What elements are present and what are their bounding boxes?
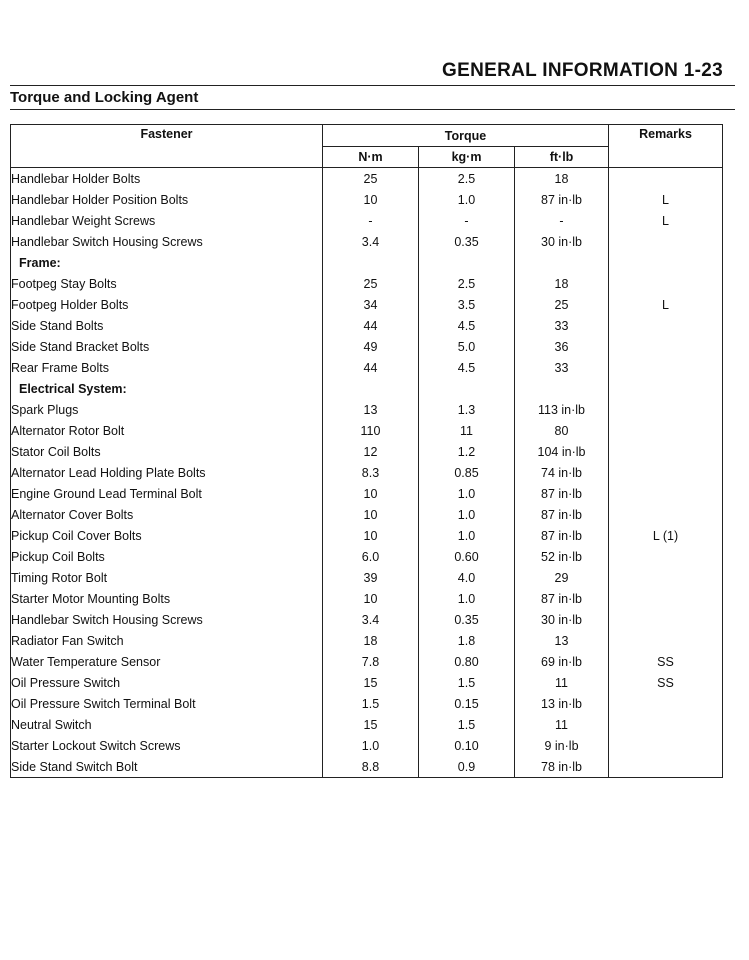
table-row <box>11 630 723 651</box>
table-row <box>11 189 723 210</box>
nm-cell: 44 <box>323 315 419 336</box>
fastener-cell: Radiator Fan Switch <box>11 630 323 651</box>
fastener-cell: Handlebar Holder Position Bolts <box>11 189 323 210</box>
nm-cell: 15 <box>323 672 419 693</box>
ftlb-cell: 18 <box>515 273 609 294</box>
nm-cell: 10 <box>323 189 419 210</box>
kgm-cell: 1.5 <box>419 672 515 693</box>
ftlb-cell: 87 in·lb <box>515 189 609 210</box>
table-row <box>11 756 723 778</box>
remarks-cell <box>609 756 723 778</box>
kgm-cell: 0.35 <box>419 609 515 630</box>
ftlb-cell: 11 <box>515 672 609 693</box>
fastener-cell: Footpeg Stay Bolts <box>11 273 323 294</box>
table-row <box>11 525 723 546</box>
ftlb-cell: 78 in·lb <box>515 756 609 778</box>
ftlb-cell: 74 in·lb <box>515 462 609 483</box>
header-fastener: Fastener <box>11 125 323 168</box>
header-ftlb: ft·lb <box>515 147 609 168</box>
fastener-cell: Side Stand Switch Bolt <box>11 756 323 778</box>
nm-cell: 7.8 <box>323 651 419 672</box>
nm-cell: 110 <box>323 420 419 441</box>
fastener-cell: Alternator Rotor Bolt <box>11 420 323 441</box>
page-header: GENERAL INFORMATION 1-23 <box>442 60 723 81</box>
ftlb-cell: 25 <box>515 294 609 315</box>
table-row <box>11 672 723 693</box>
nm-cell: 34 <box>323 294 419 315</box>
remarks-cell <box>609 483 723 504</box>
table-row <box>11 504 723 525</box>
remarks-cell <box>609 546 723 567</box>
kgm-cell: 1.0 <box>419 483 515 504</box>
remarks-cell <box>609 336 723 357</box>
nm-cell: 8.3 <box>323 462 419 483</box>
fastener-cell: Starter Lockout Switch Screws <box>11 735 323 756</box>
fastener-cell: Timing Rotor Bolt <box>11 567 323 588</box>
kgm-cell: 11 <box>419 420 515 441</box>
torque-table <box>10 124 723 778</box>
nm-cell: 1.0 <box>323 735 419 756</box>
fastener-cell: Side Stand Bracket Bolts <box>11 336 323 357</box>
ftlb-cell: 30 in·lb <box>515 231 609 252</box>
fastener-cell: Pickup Coil Bolts <box>11 546 323 567</box>
ftlb-cell: - <box>515 210 609 231</box>
remarks-cell: L <box>609 294 723 315</box>
kgm-cell: 1.5 <box>419 714 515 735</box>
ftlb-cell: 69 in·lb <box>515 651 609 672</box>
remarks-cell <box>609 714 723 735</box>
remarks-cell <box>609 168 723 190</box>
kgm-cell: 0.60 <box>419 546 515 567</box>
kgm-cell: 1.0 <box>419 504 515 525</box>
nm-cell: 15 <box>323 714 419 735</box>
header-kgm: kg·m <box>419 147 515 168</box>
kgm-cell: 2.5 <box>419 273 515 294</box>
nm-cell: 39 <box>323 567 419 588</box>
fastener-cell: Frame: <box>11 252 323 273</box>
remarks-cell <box>609 735 723 756</box>
kgm-cell: - <box>419 210 515 231</box>
remarks-cell <box>609 441 723 462</box>
kgm-cell: 5.0 <box>419 336 515 357</box>
ftlb-cell <box>515 252 609 273</box>
remarks-cell <box>609 357 723 378</box>
remarks-cell <box>609 693 723 714</box>
nm-cell: 10 <box>323 525 419 546</box>
fastener-cell: Handlebar Switch Housing Screws <box>11 231 323 252</box>
table-row <box>11 210 723 231</box>
ftlb-cell: 30 in·lb <box>515 609 609 630</box>
table-row <box>11 609 723 630</box>
nm-cell: 25 <box>323 273 419 294</box>
table-row <box>11 399 723 420</box>
ftlb-cell: 87 in·lb <box>515 504 609 525</box>
kgm-cell: 1.3 <box>419 399 515 420</box>
fastener-cell: Stator Coil Bolts <box>11 441 323 462</box>
fastener-cell: Side Stand Bolts <box>11 315 323 336</box>
fastener-cell: Handlebar Weight Screws <box>11 210 323 231</box>
nm-cell: 49 <box>323 336 419 357</box>
table-row <box>11 588 723 609</box>
torque-table-body <box>11 168 723 778</box>
remarks-cell: SS <box>609 651 723 672</box>
kgm-cell: 1.0 <box>419 189 515 210</box>
table-row <box>11 294 723 315</box>
ftlb-cell: 36 <box>515 336 609 357</box>
fastener-cell: Water Temperature Sensor <box>11 651 323 672</box>
remarks-cell <box>609 504 723 525</box>
remarks-cell: L (1) <box>609 525 723 546</box>
kgm-cell: 1.0 <box>419 588 515 609</box>
fastener-cell: Spark Plugs <box>11 399 323 420</box>
nm-cell: 3.4 <box>323 231 419 252</box>
table-row <box>11 546 723 567</box>
nm-cell: 6.0 <box>323 546 419 567</box>
remarks-cell <box>609 252 723 273</box>
remarks-cell <box>609 378 723 399</box>
kgm-cell: 0.85 <box>419 462 515 483</box>
ftlb-cell: 52 in·lb <box>515 546 609 567</box>
kgm-cell: 1.0 <box>419 525 515 546</box>
ftlb-cell: 11 <box>515 714 609 735</box>
kgm-cell: 3.5 <box>419 294 515 315</box>
nm-cell: 3.4 <box>323 609 419 630</box>
remarks-cell <box>609 273 723 294</box>
header-rule <box>10 85 735 86</box>
ftlb-cell: 87 in·lb <box>515 483 609 504</box>
nm-cell: 18 <box>323 630 419 651</box>
kgm-cell: 1.8 <box>419 630 515 651</box>
table-row <box>11 273 723 294</box>
nm-cell: 1.5 <box>323 693 419 714</box>
ftlb-cell: 13 <box>515 630 609 651</box>
ftlb-cell: 87 in·lb <box>515 525 609 546</box>
remarks-cell: SS <box>609 672 723 693</box>
nm-cell: - <box>323 210 419 231</box>
group-heading-row <box>11 378 723 399</box>
remarks-cell <box>609 231 723 252</box>
remarks-cell <box>609 609 723 630</box>
remarks-cell <box>609 399 723 420</box>
table-row <box>11 693 723 714</box>
nm-cell: 10 <box>323 483 419 504</box>
nm-cell <box>323 378 419 399</box>
table-row <box>11 231 723 252</box>
header-torque: Torque <box>323 125 609 147</box>
ftlb-cell <box>515 378 609 399</box>
table-row <box>11 462 723 483</box>
remarks-cell <box>609 630 723 651</box>
fastener-cell: Rear Frame Bolts <box>11 357 323 378</box>
table-row <box>11 357 723 378</box>
kgm-cell: 4.5 <box>419 357 515 378</box>
table-row <box>11 168 723 190</box>
ftlb-cell: 29 <box>515 567 609 588</box>
nm-cell: 10 <box>323 504 419 525</box>
remarks-cell <box>609 588 723 609</box>
ftlb-cell: 104 in·lb <box>515 441 609 462</box>
kgm-cell <box>419 378 515 399</box>
ftlb-cell: 113 in·lb <box>515 399 609 420</box>
ftlb-cell: 9 in·lb <box>515 735 609 756</box>
header-remarks: Remarks <box>609 125 723 168</box>
table-row <box>11 441 723 462</box>
fastener-cell: Oil Pressure Switch <box>11 672 323 693</box>
table-row <box>11 714 723 735</box>
remarks-cell: L <box>609 210 723 231</box>
nm-cell: 10 <box>323 588 419 609</box>
section-title: Torque and Locking Agent <box>10 89 199 106</box>
ftlb-cell: 18 <box>515 168 609 190</box>
nm-cell: 13 <box>323 399 419 420</box>
remarks-cell <box>609 462 723 483</box>
kgm-cell <box>419 252 515 273</box>
fastener-cell: Alternator Cover Bolts <box>11 504 323 525</box>
ftlb-cell: 33 <box>515 357 609 378</box>
kgm-cell: 0.15 <box>419 693 515 714</box>
kgm-cell: 1.2 <box>419 441 515 462</box>
nm-cell: 44 <box>323 357 419 378</box>
kgm-cell: 2.5 <box>419 168 515 190</box>
section-rule <box>10 109 735 110</box>
table-row <box>11 420 723 441</box>
ftlb-cell: 80 <box>515 420 609 441</box>
table-row <box>11 483 723 504</box>
table-row <box>11 567 723 588</box>
fastener-cell: Engine Ground Lead Terminal Bolt <box>11 483 323 504</box>
kgm-cell: 0.9 <box>419 756 515 778</box>
nm-cell <box>323 252 419 273</box>
table-row <box>11 651 723 672</box>
fastener-cell: Handlebar Switch Housing Screws <box>11 609 323 630</box>
ftlb-cell: 87 in·lb <box>515 588 609 609</box>
kgm-cell: 0.80 <box>419 651 515 672</box>
header-nm: N·m <box>323 147 419 168</box>
fastener-cell: Footpeg Holder Bolts <box>11 294 323 315</box>
remarks-cell <box>609 567 723 588</box>
remarks-cell <box>609 315 723 336</box>
remarks-cell <box>609 420 723 441</box>
nm-cell: 25 <box>323 168 419 190</box>
fastener-cell: Pickup Coil Cover Bolts <box>11 525 323 546</box>
kgm-cell: 0.10 <box>419 735 515 756</box>
table-row <box>11 315 723 336</box>
fastener-cell: Neutral Switch <box>11 714 323 735</box>
remarks-cell: L <box>609 189 723 210</box>
nm-cell: 8.8 <box>323 756 419 778</box>
kgm-cell: 4.5 <box>419 315 515 336</box>
fastener-cell: Electrical System: <box>11 378 323 399</box>
ftlb-cell: 13 in·lb <box>515 693 609 714</box>
fastener-cell: Starter Motor Mounting Bolts <box>11 588 323 609</box>
fastener-cell: Alternator Lead Holding Plate Bolts <box>11 462 323 483</box>
kgm-cell: 0.35 <box>419 231 515 252</box>
table-row <box>11 735 723 756</box>
group-heading-row <box>11 252 723 273</box>
fastener-cell: Handlebar Holder Bolts <box>11 168 323 190</box>
fastener-cell: Oil Pressure Switch Terminal Bolt <box>11 693 323 714</box>
kgm-cell: 4.0 <box>419 567 515 588</box>
table-row <box>11 336 723 357</box>
ftlb-cell: 33 <box>515 315 609 336</box>
nm-cell: 12 <box>323 441 419 462</box>
